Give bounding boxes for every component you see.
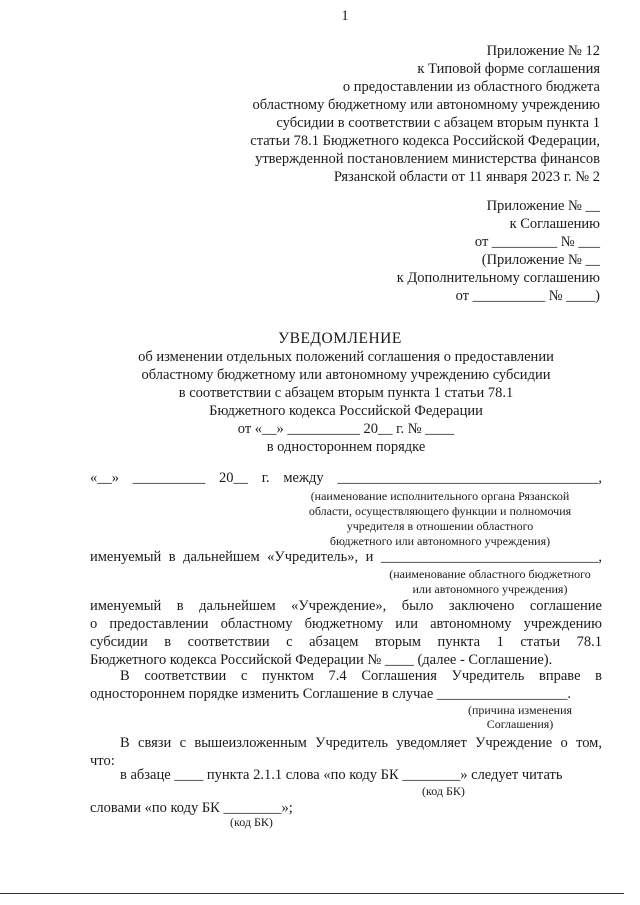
agreement-line: к Дополнительному соглашению bbox=[396, 270, 600, 286]
annex-line: субсидии в соответствии с абзацем вторым пункта 1 bbox=[276, 115, 600, 131]
page-bottom-divider bbox=[0, 893, 624, 894]
caption-line: области, осуществляющего функции и полномочия bbox=[308, 504, 572, 518]
paragraph-line: В связи с вышеизложенным Учредитель уведомляет Учреждение о том, bbox=[120, 735, 602, 751]
annex-line: Рязанской области от 11 января 2023 г. № 2 bbox=[333, 169, 600, 185]
paragraph-line: субсидии в соответствии с абзацем вторым пункта 1 статьи 78.1 bbox=[90, 634, 602, 650]
agreement-line: к Соглашению bbox=[509, 216, 600, 232]
subtitle-line: в соответствии с абзацем вторым пункта 1 статьи 78.1 bbox=[178, 385, 514, 401]
annex-line: Приложение № 12 bbox=[486, 43, 600, 59]
caption-line: (наименование исполнительного органа Рязанской bbox=[310, 489, 570, 503]
paragraph-line: именуемый в дальнейшем «Учреждение», было заключено соглашение bbox=[90, 598, 602, 614]
caption-line: (причина изменения bbox=[467, 703, 573, 717]
paragraph-line: В соответствии с пунктом 7.4 Соглашения Учредитель вправе в bbox=[120, 668, 602, 684]
page-number: 1 bbox=[341, 8, 349, 24]
caption-line: или автономного учреждения) bbox=[412, 582, 568, 596]
subtitle-date-line: от «__» __________ 20__ г. № ____ bbox=[237, 421, 455, 437]
subtitle-line: областному бюджетному или автономному учреждению субсидии bbox=[141, 367, 551, 383]
paragraph-line: что: bbox=[90, 753, 115, 769]
caption-line: бюджетного или автономного учреждения) bbox=[329, 534, 551, 548]
caption-line: учредителя в отношении областного bbox=[346, 519, 534, 533]
annex-line: о предоставлении из областного бюджета bbox=[342, 79, 600, 95]
code-caption: (код БК) bbox=[230, 815, 273, 829]
agreement-line: от _________ № ___ bbox=[474, 234, 600, 250]
paragraph-line: о предоставлении областному бюджетному или автономному учреждению bbox=[90, 616, 602, 632]
paragraph-code-1: в абзаце ____ пункта 2.1.1 слова «по коду БК ________» следует читать bbox=[120, 767, 563, 783]
subtitle-line: Бюджетного кодекса Российской Федерации bbox=[209, 403, 483, 419]
annex-line: статьи 78.1 Бюджетного кодекса Российской Федерации, bbox=[250, 133, 600, 149]
caption-line: Соглашения) bbox=[486, 717, 554, 731]
date-between-line: «__» __________ 20__ г. между ____________________________________, bbox=[90, 470, 602, 486]
annex-line: областному бюджетному или автономному учреждению bbox=[252, 97, 600, 113]
caption-line: (наименование областного бюджетного bbox=[389, 567, 591, 581]
paragraph-code-2: словами «по коду БК ________»; bbox=[90, 800, 293, 816]
paragraph-line: одностороннем порядке изменить Соглашение в случае __________________. bbox=[90, 686, 571, 702]
subtitle-line: об изменении отдельных положений соглашения о предоставлении bbox=[138, 349, 554, 365]
annex-line: к Типовой форме соглашения bbox=[417, 61, 600, 77]
subtitle-line: в одностороннем порядке bbox=[266, 439, 426, 455]
founder-line: именуемый в дальнейшем «Учредитель», и ______________________________, bbox=[90, 549, 602, 565]
code-caption: (код БК) bbox=[422, 784, 465, 798]
agreement-line: от __________ № ____) bbox=[455, 288, 600, 304]
annex-line: утвержденной постановлением министерства финансов bbox=[255, 151, 600, 167]
document-title: УВЕДОМЛЕНИЕ bbox=[278, 330, 402, 347]
paragraph-line: Бюджетного кодекса Российской Федерации № ____ (далее - Соглашение). bbox=[90, 652, 553, 668]
agreement-line: (Приложение № __ bbox=[481, 252, 600, 268]
agreement-line: Приложение № __ bbox=[486, 198, 600, 214]
